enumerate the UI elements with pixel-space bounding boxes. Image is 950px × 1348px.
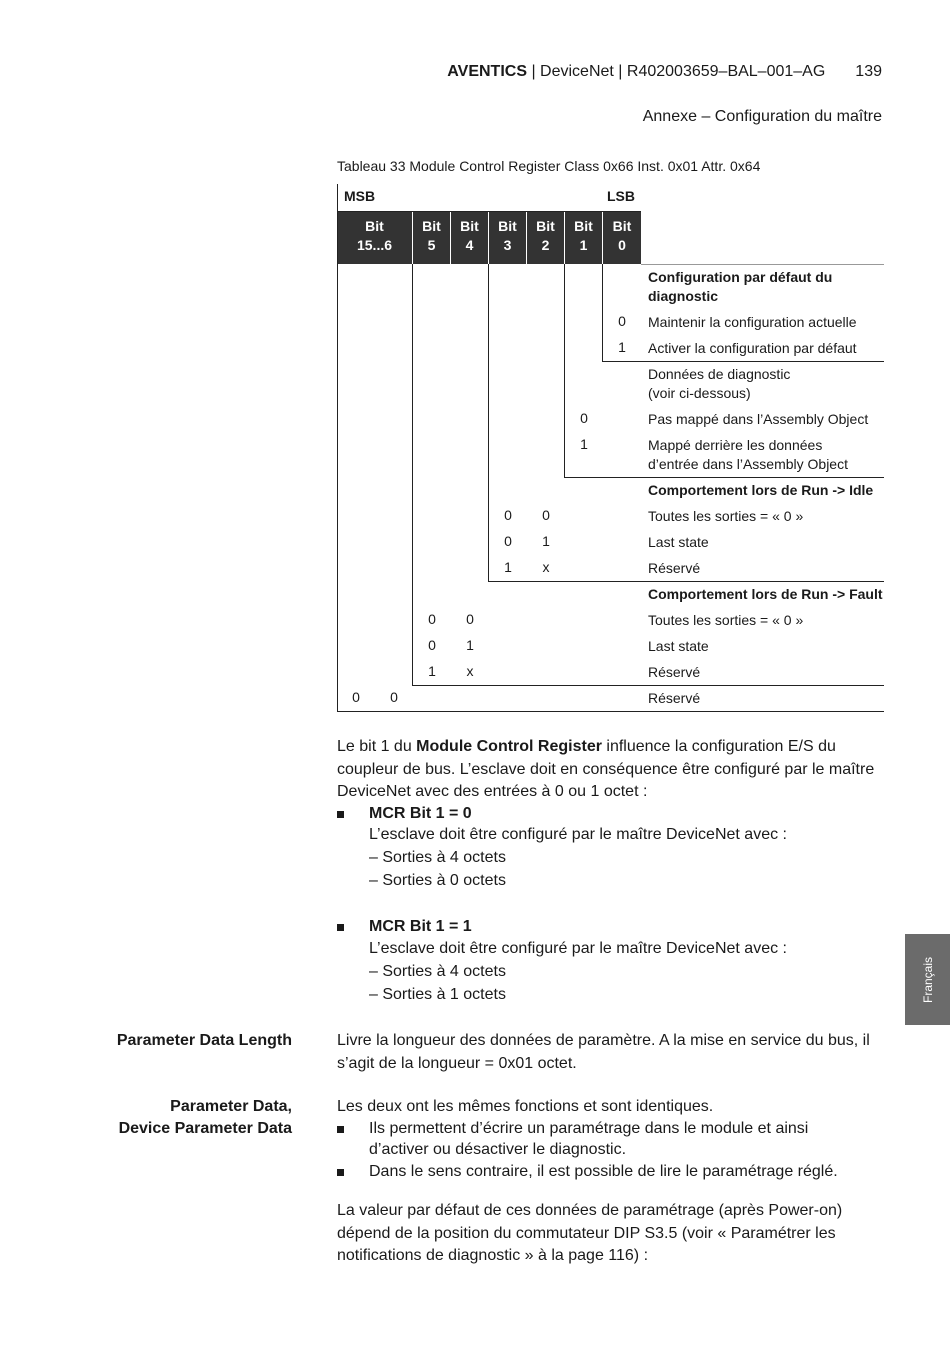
doc-reference: | DeviceNet | R402003659–BAL–001–AG (527, 63, 826, 80)
table-rule (412, 685, 884, 686)
pdl-text: Livre la longueur des données de paramètre. A la mise en service du bus, il s’agit de la longueur = 0x01 octet. (337, 1032, 870, 1072)
table-rule (337, 184, 338, 712)
cell-value: 0 (428, 637, 436, 653)
row-description: Mappé derrière les données d’entrée dans l’Assembly Object (648, 437, 848, 472)
bit-header-5: Bit 5 (413, 211, 450, 264)
bit-header-3: Bit 3 (489, 211, 526, 264)
cell-value: 1 (504, 559, 512, 575)
cell-value: 1 (466, 637, 474, 653)
table-rule (602, 361, 884, 362)
table-rule (337, 211, 641, 212)
cell-value: 0 (504, 507, 512, 523)
row-description: Réservé (648, 690, 701, 706)
cell-value: 0 (428, 611, 436, 627)
cell-value: 1 (580, 436, 588, 452)
row-description: Toutes les sorties = « 0 » (648, 508, 804, 524)
cell-value: 0 (580, 410, 588, 426)
intro-paragraph: Le bit 1 du Module Control Register influence la configuration E/S du coupleur de bus. L’esclave doit en conséquence être configuré par le maître DeviceNet avec des entrées à 0 ou 1 octet : (337, 738, 875, 800)
bit-header-0: Bit 0 (603, 211, 641, 264)
table-caption: Tableau 33 Module Control Register Class 0x66 Inst. 0x01 Attr. 0x64 (337, 158, 761, 174)
row-description: Last state (648, 534, 709, 550)
mcr0-text: L’esclave doit être configuré par le maître DeviceNet avec : (369, 826, 787, 843)
mcr1-sub1: – Sorties à 4 octets (369, 963, 506, 980)
mcr0-sub2: – Sorties à 0 octets (369, 872, 506, 889)
table-rule (488, 264, 489, 582)
msb-label: MSB (344, 188, 376, 204)
bit-header-2: Bit 2 (527, 211, 564, 264)
row-description: Réservé (648, 560, 701, 576)
row-description: Pas mappé dans l’Assembly Object (648, 411, 869, 427)
bit-header-15-6: Bit 15...6 (337, 211, 412, 264)
cell-value: 0 (618, 313, 626, 329)
pd-label: Parameter Data, Device Parameter Data (118, 1098, 292, 1137)
table-rule (564, 477, 884, 478)
cell-value: 0 (542, 507, 550, 523)
diag-default-title: Configuration par défaut du diagnostic (648, 269, 833, 304)
row-description: Activer la configuration par défaut (648, 340, 857, 356)
fault-title: Comportement lors de Run -> Fault (648, 586, 883, 602)
bullet-square-icon (337, 811, 344, 818)
cell-value: 0 (466, 611, 474, 627)
cell-value: 0 (504, 533, 512, 549)
idle-title: Comportement lors de Run -> Idle (648, 482, 874, 498)
table-rule (337, 711, 884, 712)
section-title: Annexe – Configuration du maître (642, 108, 882, 125)
table-rule (564, 264, 565, 478)
bullet-square-icon (337, 1169, 344, 1176)
default-paragraph: La valeur par défaut de ces données de paramétrage (après Power-on) dépend de la position du commutateur DIP S3.5 (voir « Paramétrer les notifications de diagnostic » à la page 116) : (337, 1202, 843, 1264)
cell-value: 1 (542, 533, 550, 549)
diag-data-title: Données de diagnostic (voir ci-dessous) (648, 366, 791, 401)
cell-value: x (466, 663, 474, 679)
cell-value: 1 (618, 339, 626, 355)
cell-value: 1 (428, 663, 436, 679)
page-number: 139 (855, 63, 882, 80)
bit-header-1: Bit 1 (565, 211, 602, 264)
cell-value: 0 (352, 689, 360, 705)
table-rule (488, 581, 884, 582)
pdl-label: Parameter Data Length (116, 1032, 292, 1049)
language-tab[interactable] (905, 934, 950, 1025)
row-description: Last state (648, 638, 709, 654)
cell-value: 0 (390, 689, 398, 705)
table-rule (602, 264, 603, 362)
pd-text: Les deux ont les mêmes fonctions et sont identiques. (337, 1098, 714, 1115)
mcr0-sub1: – Sorties à 4 octets (369, 849, 506, 866)
language-tab-label: Français (920, 956, 935, 1003)
bullet-square-icon (337, 924, 344, 931)
row-description: Réservé (648, 664, 701, 680)
row-description: Toutes les sorties = « 0 » (648, 612, 804, 628)
bullet-square-icon (337, 1126, 344, 1133)
brand: AVENTICS (447, 63, 527, 80)
lsb-label: LSB (607, 188, 635, 204)
table-rule (412, 264, 413, 686)
table-rule (641, 264, 884, 265)
bit-header-4: Bit 4 (451, 211, 488, 264)
row-description: Maintenir la configuration actuelle (648, 314, 857, 330)
cell-value: x (542, 559, 550, 575)
mcr1-text: L’esclave doit être configuré par le maître DeviceNet avec : (369, 940, 787, 957)
mcr1-sub2: – Sorties à 1 octets (369, 986, 506, 1003)
